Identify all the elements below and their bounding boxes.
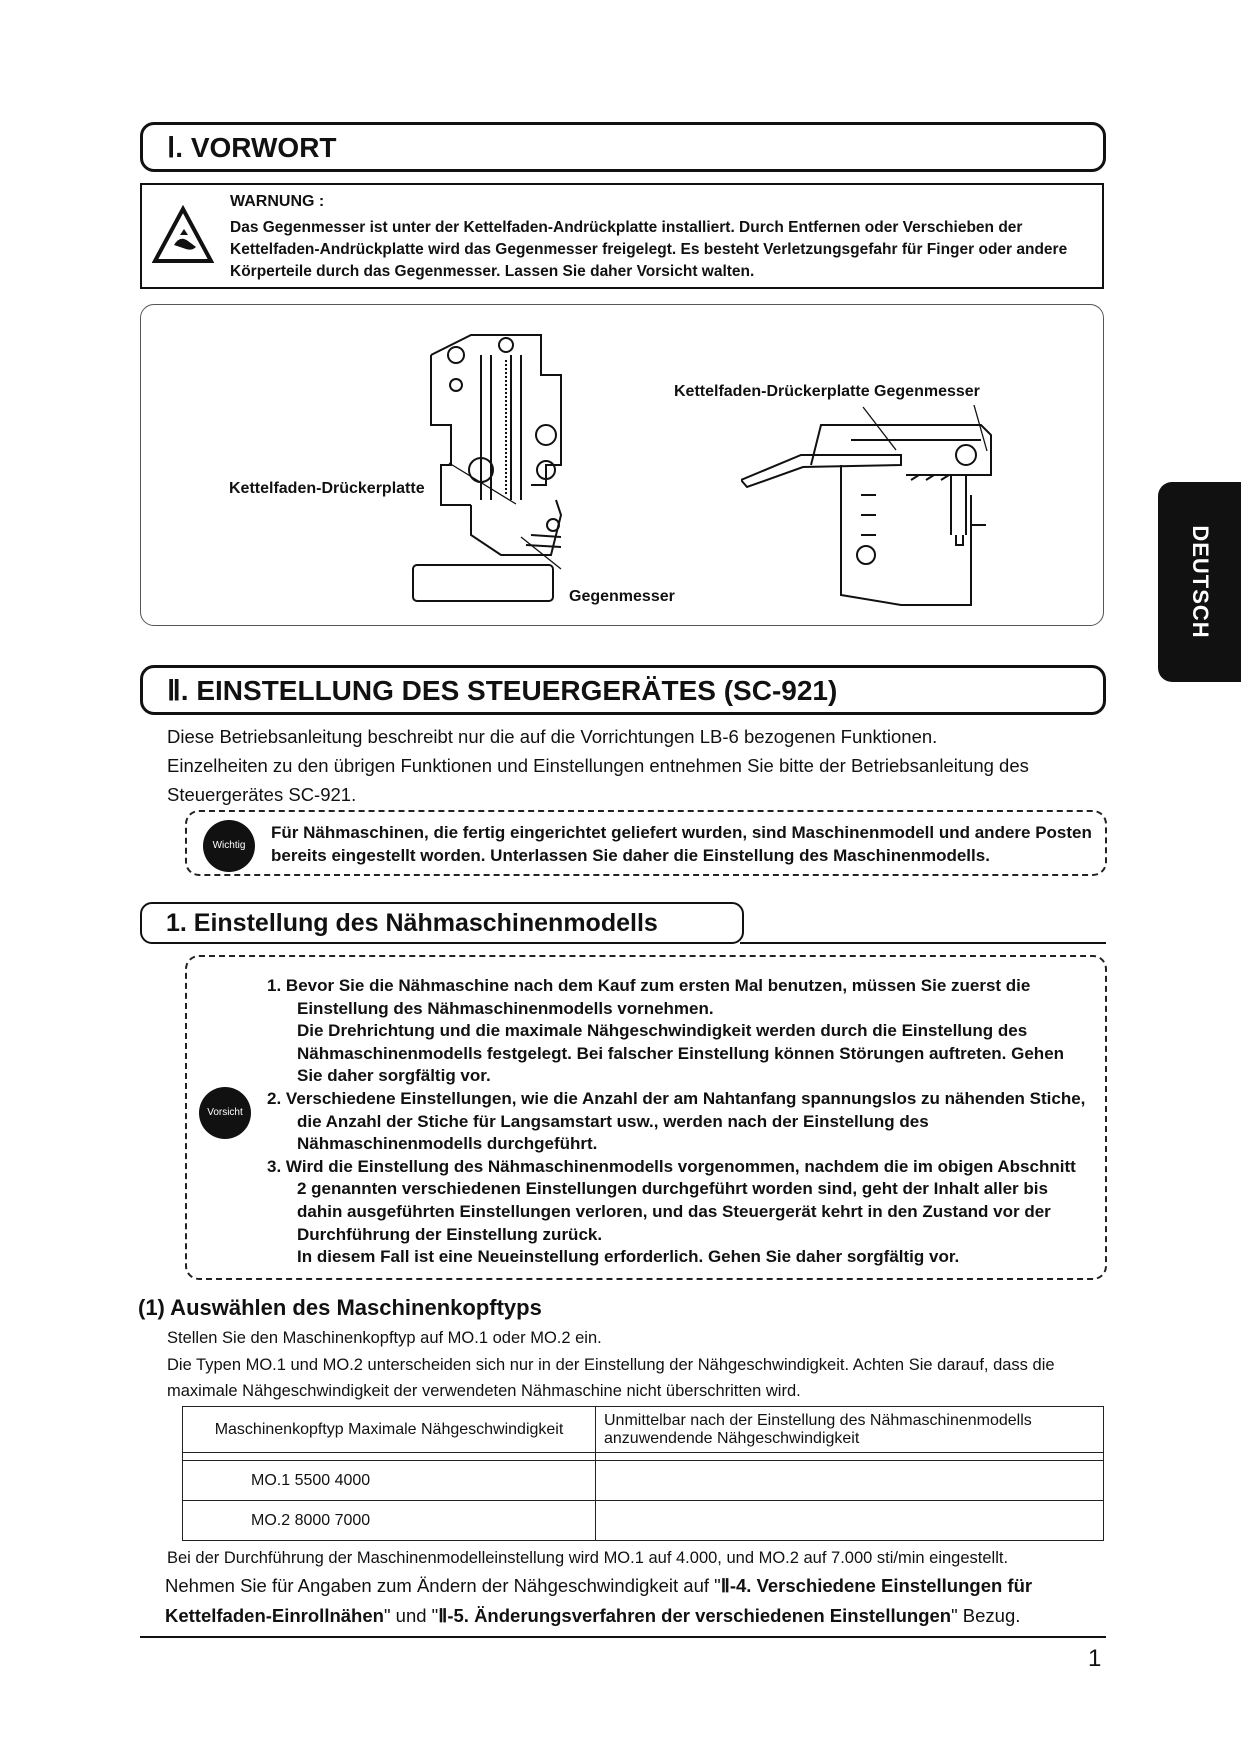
important-text: Für Nähmaschinen, die fertig eingerichtet geliefert wurden, sind Maschinenmodell und andere Posten bereits eingestellt worden. Unterlassen Sie daher die Einstellung des Maschinenmodells. <box>271 823 1092 865</box>
section-2-title-text: Ⅱ. EINSTELLUNG DES STEUERGERÄTES (SC-921) <box>167 674 838 706</box>
subsubsection-line-1: Stellen Sie den Maschinenkopftyp auf MO.1 oder MO.2 ein. <box>167 1329 602 1347</box>
warning-text: Das Gegenmesser ist unter der Kettelfaden-Andrückplatte installiert. Durch Entfernen oder Verschieben der Kettelfaden-Andrückplatte wird das Gegenmesser freigelegt. Es besteht Verletzungsgefahr für Finger oder andere Körperteile durch das Gegenmesser. Lassen Sie daher Vorsicht walten. <box>230 219 1068 280</box>
table-cell: MO.2 8000 7000 <box>183 1501 596 1541</box>
subsection-1-title-text: 1. Einstellung des Nähmaschinenmodells <box>166 908 658 937</box>
table-cell: MO.1 5500 4000 <box>183 1461 596 1501</box>
subsubsection-line-2: Die Typen MO.1 und MO.2 unterscheiden sich nur in der Einstellung der Nähgeschwindigkeit. Achten Sie darauf, dass die maximale Nähgeschwindigkeit der verwendeten Nähmaschine nicht überschritten wird. <box>167 1356 1055 1400</box>
label-bottom: Gegenmesser <box>569 588 675 605</box>
important-box <box>185 810 1107 876</box>
caution-icon: Vorsicht <box>199 1087 251 1139</box>
warning-icon <box>152 205 214 267</box>
warning-label: WARNUNG : <box>230 193 325 210</box>
table-row <box>183 1501 1104 1541</box>
figure-panel <box>140 304 1104 626</box>
table-cell <box>596 1461 1104 1501</box>
table-header-right: Unmittelbar nach der Einstellung des Nähmaschinenmodells anzuwendende Nähgeschwindigkeit <box>596 1407 1104 1453</box>
caution-box <box>185 955 1107 1280</box>
language-tab <box>1158 482 1241 682</box>
subsection-1-rule <box>740 942 1106 944</box>
page-number: 1 <box>1088 1645 1102 1672</box>
footer-text-2: Nehmen Sie für Angaben zum Ändern der Nähgeschwindigkeit auf "Ⅱ-4. Verschiedene Einstellungen für Kettelfaden-Einrollnähen" und "Ⅱ-5. Änderungsverfahren der verschiedenen Einstellungen" Bezug. <box>165 1575 1033 1626</box>
language-tab-label: DEUTSCH <box>1187 525 1213 639</box>
section-2-intro-1: Diese Betriebsanleitung beschreibt nur die auf die Vorrichtungen LB-6 bezogenen Funktionen. <box>167 726 938 747</box>
section-2-title <box>140 665 1106 715</box>
label-left: Kettelfaden-Drückerplatte <box>229 480 425 497</box>
subsubsection-title: (1) Auswählen des Maschinenkopftyps <box>138 1295 542 1320</box>
section-2-intro-2: Einzelheiten zu den übrigen Funktionen und Einstellungen entnehmen Sie bitte der Betriebsanleitung des Steuergerätes SC-921. <box>167 755 1029 805</box>
table-cell <box>596 1501 1104 1541</box>
note-3-extra: In diesem Fall ist eine Neueinstellung erforderlich. Gehen Sie daher sorgfältig vor. <box>297 1247 960 1267</box>
ref-link-2[interactable]: Ⅱ-5. Änderungsverfahren der verschiedenen Einstellungen <box>438 1605 952 1626</box>
section-1-title-text: Ⅰ. VORWORT <box>167 131 337 163</box>
label-top-right: Kettelfaden-Drückerplatte Gegenmesser <box>674 383 980 400</box>
note-1: 1. Bevor Sie die Nähmaschine nach dem Kauf zum ersten Mal benutzen, müssen Sie zuerst die Einstellung des Nähmaschinenmodells vornehmen. <box>267 976 1031 1018</box>
ref-link-1[interactable]: Ⅱ-4. Verschiedene Einstellungen für Kettelfaden-Einrollnähen <box>165 1575 1033 1626</box>
footer-rule <box>140 1636 1106 1638</box>
table-spacer-row <box>183 1453 1104 1461</box>
warning-box <box>140 183 1104 289</box>
section-1-title <box>140 122 1106 172</box>
note-1-extra: Die Drehrichtung und die maximale Nähgeschwindigkeit werden durch die Einstellung des Nähmaschinenmodells festgelegt. Bei falscher Einstellung können Störungen auftreten. Gehen Sie daher sorgfältig vor. <box>297 1021 1065 1086</box>
caution-notes <box>267 975 1089 1269</box>
note-2: 2. Verschiedene Einstellungen, wie die Anzahl der am Nahtanfang spannungslos zu nähenden Stiche, die Anzahl der Stiche für Langsamstart usw., werden nach der Einstellung des Nähmaschinenmodells durchgeführt. <box>267 1088 1086 1154</box>
machine-type-table <box>182 1406 1104 1541</box>
note-3: 3. Wird die Einstellung des Nähmaschinenmodells vorgenommen, nachdem die im obigen Abschnitt 2 genannten verschiedenen Einstellungen durchgeführt worden sind, geht der Inhalt aller bis dahin ausgeführten Einstellungen verloren, und das Steuergerät kehrt in den Zustand vor der Durchführung der Einstellung zurück. <box>267 1156 1076 1244</box>
table-header-row <box>183 1407 1104 1453</box>
subsection-1-title <box>140 902 744 944</box>
footer-text-1: Bei der Durchführung der Maschinenmodelleinstellung wird MO.1 auf 4.000, und MO.2 auf 7.000 sti/min eingestellt. <box>167 1549 1009 1567</box>
important-icon: Wichtig <box>203 820 255 872</box>
callout-lines <box>141 305 1105 627</box>
table-row <box>183 1461 1104 1501</box>
table-header-left: Maschinenkopftyp Maximale Nähgeschwindigkeit <box>183 1407 596 1453</box>
